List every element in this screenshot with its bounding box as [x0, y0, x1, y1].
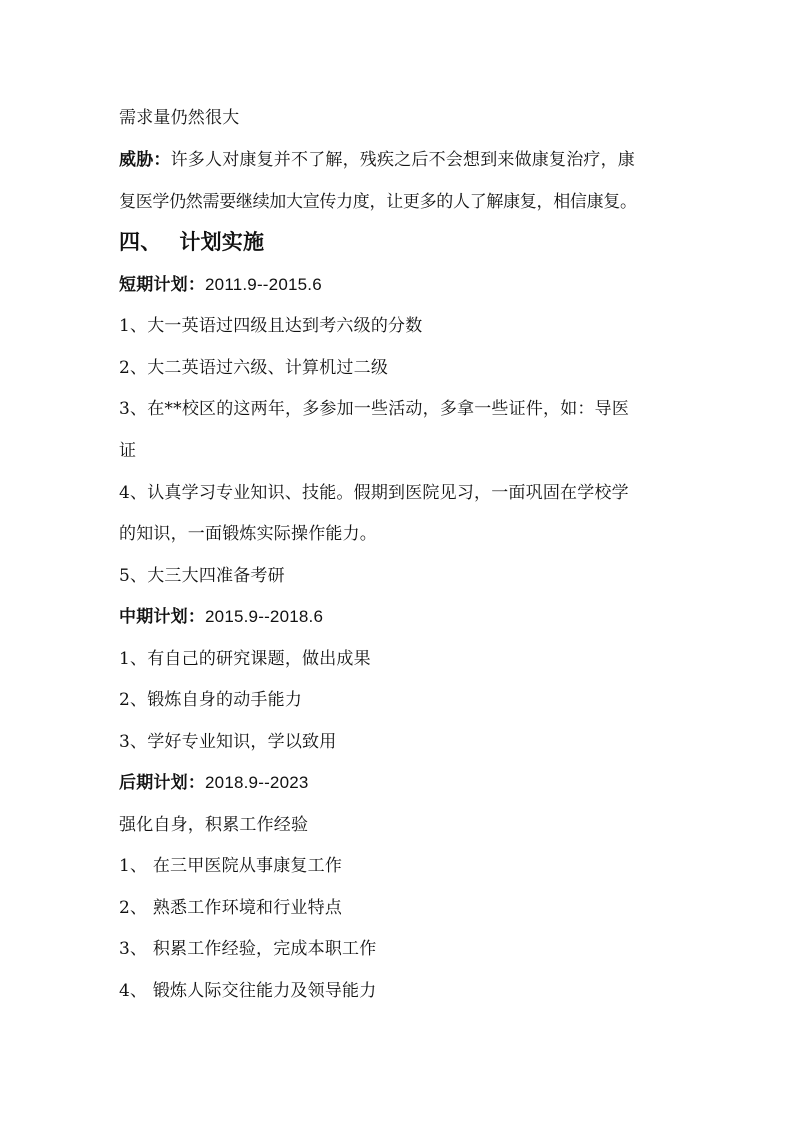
long-term-separator: ：	[187, 773, 206, 793]
short-term-item-continuation: 证	[119, 441, 137, 461]
threat-paragraph-line-2: 复医学仍然需要继续加大宣传力度，让更多的人了解康复，相信康复。	[119, 192, 637, 212]
short-term-item: 2、大二英语过六级、计算机过二级	[119, 358, 389, 378]
mid-term-heading	[119, 605, 679, 629]
mid-term-separator: ：	[187, 607, 206, 627]
text-line-demand: 需求量仍然很大	[119, 108, 240, 128]
short-term-period: 2011.9--2015.6	[205, 275, 322, 294]
long-term-item: 3、 积累工作经验，完成本职工作	[119, 939, 377, 959]
threat-paragraph-line-1	[119, 148, 679, 172]
short-term-item-continuation: 的知识，一面锻炼实际操作能力。	[119, 524, 377, 544]
section-heading	[119, 230, 679, 254]
threat-label: 威胁	[119, 150, 154, 170]
short-term-separator: ：	[187, 275, 206, 295]
long-term-item: 2、 熟悉工作环境和行业特点	[119, 898, 343, 918]
mid-term-period: 2015.9--2018.6	[205, 607, 324, 626]
section-title: 计划实施	[179, 230, 265, 254]
short-term-item: 4、认真学习专业知识、技能。假期到医院见习，一面巩固在学校学	[119, 483, 629, 503]
long-term-label: 后期计划	[119, 773, 188, 793]
mid-term-item: 3、学好专业知识，学以致用	[119, 732, 337, 752]
mid-term-item: 2、锻炼自身的动手能力	[119, 690, 303, 710]
mid-term-label: 中期计划	[119, 607, 188, 627]
long-term-heading	[119, 771, 679, 795]
short-term-heading	[119, 273, 679, 297]
short-term-label: 短期计划	[119, 275, 188, 295]
long-term-period: 2018.9--2023	[205, 773, 309, 792]
short-term-item: 5、大三大四准备考研	[119, 566, 285, 586]
short-term-item: 1、大一英语过四级且达到考六级的分数	[119, 316, 423, 336]
long-term-item: 4、 锻炼人际交往能力及领导能力	[119, 981, 377, 1001]
threat-text: 许多人对康复并不了解，残疾之后不会想到来做康复治疗，康	[170, 150, 636, 170]
threat-separator: ：	[153, 150, 171, 170]
short-term-item: 3、在**校区的这两年，多参加一些活动，多拿一些证件，如：导医	[119, 399, 630, 419]
section-number: 四、	[119, 230, 162, 254]
long-term-item: 1、 在三甲医院从事康复工作	[119, 856, 343, 876]
long-term-intro: 强化自身，积累工作经验	[119, 815, 309, 835]
mid-term-item: 1、有自己的研究课题，做出成果	[119, 649, 371, 669]
